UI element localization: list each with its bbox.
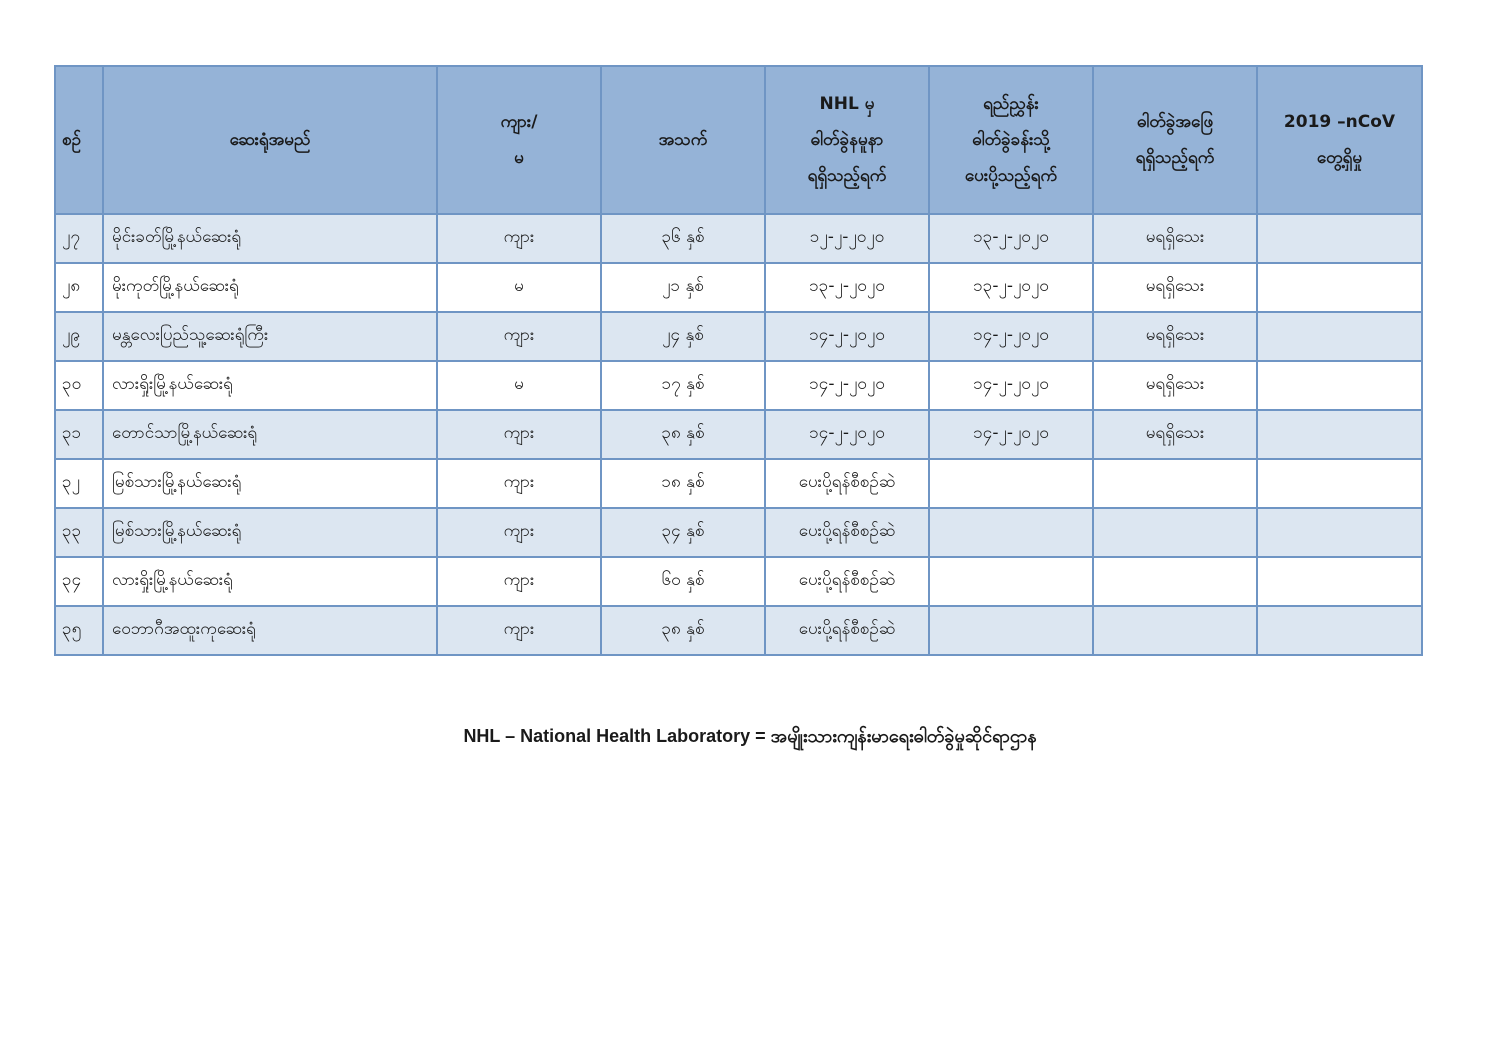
cell-nhl-received: ပေးပို့ရန်စီစဉ်ဆဲ	[765, 606, 929, 655]
table-row	[55, 263, 1422, 312]
cell-age: ၃၆ နှစ်	[601, 214, 765, 263]
cell-ncov	[1257, 312, 1422, 361]
cell-nhl-received: ၁၂-၂-၂၀၂၀	[765, 214, 929, 263]
cell-nhl-received: ပေးပို့ရန်စီစဉ်ဆဲ	[765, 557, 929, 606]
header-ref-sent: ရည်ညွှန်း ဓါတ်ခွဲခန်းသို့ ပေးပို့သည့်ရက်	[929, 66, 1093, 214]
cell-sex: မ	[437, 263, 601, 312]
cell-hospital: ဝေဘာဂီအထူးကုဆေးရုံ	[103, 606, 437, 655]
cell-result-date	[1093, 459, 1257, 508]
table-row	[55, 214, 1422, 263]
cell-ref-sent: ၁၃-၂-၂၀၂၀	[929, 214, 1093, 263]
cell-ncov	[1257, 459, 1422, 508]
cell-nhl-received: ၁၄-၂-၂၀၂၀	[765, 312, 929, 361]
cell-result-date: မရရှိသေး	[1093, 410, 1257, 459]
header-ncov: 2019 –nCoV တွေ့ရှိမှု	[1257, 66, 1422, 214]
cell-hospital: မြစ်သားမြို့နယ်ဆေးရုံ	[103, 459, 437, 508]
cell-sex: မ	[437, 361, 601, 410]
table-body	[55, 214, 1422, 655]
cell-hospital: လားရှိုးမြို့နယ်ဆေးရုံ	[103, 361, 437, 410]
cell-no: ၂၉	[55, 312, 103, 361]
cell-nhl-received: ၁၄-၂-၂၀၂၀	[765, 361, 929, 410]
cell-result-date: မရရှိသေး	[1093, 214, 1257, 263]
cell-ref-sent: ၁၄-၂-၂၀၂၀	[929, 361, 1093, 410]
header-no: စဉ်	[55, 66, 103, 214]
cell-nhl-received: ပေးပို့ရန်စီစဉ်ဆဲ	[765, 508, 929, 557]
header-result-date: ဓါတ်ခွဲအဖြေ ရရှိသည့်ရက်	[1093, 66, 1257, 214]
cell-no: ၃၂	[55, 459, 103, 508]
cell-age: ၂၄ နှစ်	[601, 312, 765, 361]
cell-age: ၆၀ နှစ်	[601, 557, 765, 606]
results-table	[54, 65, 1423, 656]
cell-no: ၂၈	[55, 263, 103, 312]
table-row	[55, 508, 1422, 557]
cell-ref-sent	[929, 606, 1093, 655]
cell-age: ၃၈ နှစ်	[601, 410, 765, 459]
cell-no: ၃၀	[55, 361, 103, 410]
cell-result-date	[1093, 508, 1257, 557]
table-row	[55, 312, 1422, 361]
cell-ref-sent	[929, 459, 1093, 508]
cell-ncov	[1257, 214, 1422, 263]
cell-no: ၃၅	[55, 606, 103, 655]
header-nhl-received: NHL မှ ဓါတ်ခွဲနမူနာ ရရှိသည့်ရက်	[765, 66, 929, 214]
cell-nhl-received: ၁၄-၂-၂၀၂၀	[765, 410, 929, 459]
cell-ncov	[1257, 410, 1422, 459]
table-row	[55, 606, 1422, 655]
cell-sex: ကျား	[437, 312, 601, 361]
cell-no: ၃၁	[55, 410, 103, 459]
cell-nhl-received: ပေးပို့ရန်စီစဉ်ဆဲ	[765, 459, 929, 508]
cell-no: ၃၃	[55, 508, 103, 557]
cell-age: ၂၁ နှစ်	[601, 263, 765, 312]
cell-hospital: လားရှိုးမြို့နယ်ဆေးရုံ	[103, 557, 437, 606]
table-header	[55, 66, 1422, 214]
cell-sex: ကျား	[437, 214, 601, 263]
footnote: NHL – National Health Laboratory = အမျိုးသားကျန်းမာရေးဓါတ်ခွဲမှုဆိုင်ရာဌာန	[463, 726, 1037, 746]
cell-sex: ကျား	[437, 410, 601, 459]
cell-ref-sent	[929, 557, 1093, 606]
cell-ref-sent: ၁၃-၂-၂၀၂၀	[929, 263, 1093, 312]
cell-result-date: မရရှိသေး	[1093, 312, 1257, 361]
cell-ncov	[1257, 361, 1422, 410]
cell-ncov	[1257, 606, 1422, 655]
cell-ncov	[1257, 263, 1422, 312]
cell-hospital: မန္တလေးပြည်သူ့ဆေးရုံကြီး	[103, 312, 437, 361]
cell-hospital: မိုင်းခတ်မြို့နယ်ဆေးရုံ	[103, 214, 437, 263]
cell-ncov	[1257, 508, 1422, 557]
table-row	[55, 459, 1422, 508]
cell-no: ၂၇	[55, 214, 103, 263]
cell-sex: ကျား	[437, 606, 601, 655]
cell-age: ၁၇ နှစ်	[601, 361, 765, 410]
table-row	[55, 361, 1422, 410]
cell-ref-sent: ၁၄-၂-၂၀၂၀	[929, 312, 1093, 361]
cell-hospital: မြစ်သားမြို့နယ်ဆေးရုံ	[103, 508, 437, 557]
cell-sex: ကျား	[437, 557, 601, 606]
cell-result-date	[1093, 557, 1257, 606]
cell-sex: ကျား	[437, 508, 601, 557]
cell-ref-sent: ၁၄-၂-၂၀၂၀	[929, 410, 1093, 459]
header-sex: ကျား/ မ	[437, 66, 601, 214]
cell-sex: ကျား	[437, 459, 601, 508]
cell-hospital: တောင်သာမြို့နယ်ဆေးရုံ	[103, 410, 437, 459]
header-age: အသက်	[601, 66, 765, 214]
cell-age: ၁၈ နှစ်	[601, 459, 765, 508]
cell-result-date: မရရှိသေး	[1093, 263, 1257, 312]
cell-age: ၃၄ နှစ်	[601, 508, 765, 557]
header-hospital: ဆေးရုံအမည်	[103, 66, 437, 214]
cell-hospital: မိုးကုတ်မြို့နယ်ဆေးရုံ	[103, 263, 437, 312]
cell-age: ၃၈ နှစ်	[601, 606, 765, 655]
cell-result-date: မရရှိသေး	[1093, 361, 1257, 410]
cell-result-date	[1093, 606, 1257, 655]
table-row	[55, 410, 1422, 459]
table-row	[55, 557, 1422, 606]
cell-ref-sent	[929, 508, 1093, 557]
cell-nhl-received: ၁၃-၂-၂၀၂၀	[765, 263, 929, 312]
cell-no: ၃၄	[55, 557, 103, 606]
cell-ncov	[1257, 557, 1422, 606]
